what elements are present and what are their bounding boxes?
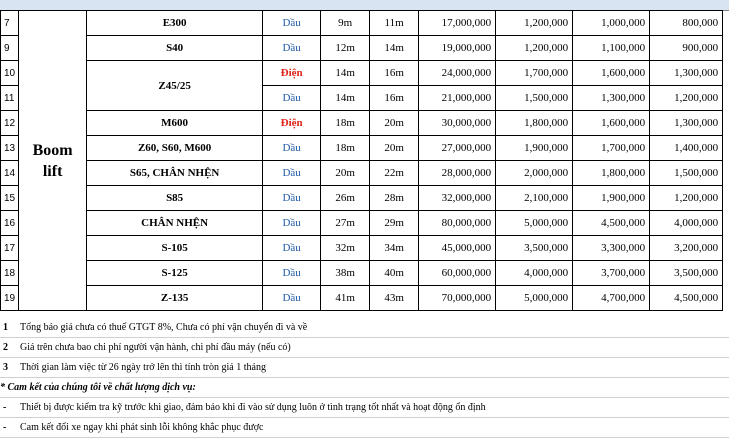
price-cell-2: 1,200,000 <box>496 36 573 61</box>
price-month-cell: 32,000,000 <box>419 186 496 211</box>
price-cell-3: 3,700,000 <box>573 261 650 286</box>
working-height-cell: 18m <box>321 136 370 161</box>
row-number: 7 <box>1 11 19 36</box>
commitment-title: * Cam kết của chúng tôi về chất lượng dịch vụ: <box>0 382 196 393</box>
working-height-cell: 32m <box>321 236 370 261</box>
fuel-cell: Dầu <box>263 261 321 286</box>
price-cell-2: 2,100,000 <box>496 186 573 211</box>
price-cell-2: 3,500,000 <box>496 236 573 261</box>
working-height-cell: 27m <box>321 211 370 236</box>
fuel-cell: Dầu <box>263 186 321 211</box>
working-height-cell: 41m <box>321 286 370 311</box>
max-height-cell: 22m <box>370 161 419 186</box>
row-number: 17 <box>1 236 19 261</box>
price-cell-3: 1,600,000 <box>573 61 650 86</box>
price-cell-2: 1,700,000 <box>496 61 573 86</box>
model-cell: CHÂN NHỆN <box>87 211 263 236</box>
price-cell-2: 4,000,000 <box>496 261 573 286</box>
fuel-cell: Dầu <box>263 211 321 236</box>
model-cell: S65, CHÂN NHỆN <box>87 161 263 186</box>
price-cell-3: 4,700,000 <box>573 286 650 311</box>
price-month-cell: 60,000,000 <box>419 261 496 286</box>
row-number: 13 <box>1 136 19 161</box>
row-number: 11 <box>1 86 19 111</box>
working-height-cell: 12m <box>321 36 370 61</box>
model-cell: S85 <box>87 186 263 211</box>
model-cell: Z-135 <box>87 286 263 311</box>
model-cell: S-105 <box>87 236 263 261</box>
price-cell-2: 1,900,000 <box>496 136 573 161</box>
price-cell-4: 800,000 <box>650 11 723 36</box>
price-table <box>0 10 723 311</box>
price-month-cell: 70,000,000 <box>419 286 496 311</box>
max-height-cell: 20m <box>370 111 419 136</box>
fuel-cell: Điện <box>263 111 321 136</box>
max-height-cell: 11m <box>370 11 419 36</box>
price-cell-2: 1,200,000 <box>496 11 573 36</box>
note-number: 3 <box>3 362 8 373</box>
notes-section <box>0 318 729 438</box>
price-month-cell: 17,000,000 <box>419 11 496 36</box>
row-number: 15 <box>1 186 19 211</box>
model-cell: E300 <box>87 11 263 36</box>
table-row <box>1 111 723 136</box>
max-height-cell: 40m <box>370 261 419 286</box>
fuel-cell: Dầu <box>263 86 321 111</box>
price-cell-3: 1,900,000 <box>573 186 650 211</box>
table-row <box>1 286 723 311</box>
price-month-cell: 24,000,000 <box>419 61 496 86</box>
table-row <box>1 161 723 186</box>
model-cell: S-125 <box>87 261 263 286</box>
working-height-cell: 18m <box>321 111 370 136</box>
model-cell: Z45/25 <box>87 61 263 111</box>
price-cell-4: 3,500,000 <box>650 261 723 286</box>
model-cell: M600 <box>87 111 263 136</box>
table-row <box>1 61 723 86</box>
price-cell-4: 1,300,000 <box>650 61 723 86</box>
price-cell-3: 1,600,000 <box>573 111 650 136</box>
max-height-cell: 14m <box>370 36 419 61</box>
note-line <box>0 358 729 378</box>
max-height-cell: 16m <box>370 86 419 111</box>
price-month-cell: 80,000,000 <box>419 211 496 236</box>
price-cell-3: 1,300,000 <box>573 86 650 111</box>
row-number: 9 <box>1 36 19 61</box>
price-cell-4: 1,300,000 <box>650 111 723 136</box>
price-cell-2: 1,500,000 <box>496 86 573 111</box>
commitment-text: Cam kết đổi xe ngay khi phát sinh lỗi không khắc phục được <box>20 422 264 433</box>
row-number: 16 <box>1 211 19 236</box>
fuel-cell: Dầu <box>263 236 321 261</box>
model-cell: S40 <box>87 36 263 61</box>
table-row <box>1 261 723 286</box>
price-cell-3: 1,700,000 <box>573 136 650 161</box>
row-number: 12 <box>1 111 19 136</box>
max-height-cell: 20m <box>370 136 419 161</box>
working-height-cell: 38m <box>321 261 370 286</box>
bullet-dash: - <box>3 422 7 433</box>
max-height-cell: 34m <box>370 236 419 261</box>
price-cell-3: 1,800,000 <box>573 161 650 186</box>
table-row <box>1 211 723 236</box>
price-cell-2: 1,800,000 <box>496 111 573 136</box>
row-number: 14 <box>1 161 19 186</box>
price-month-cell: 30,000,000 <box>419 111 496 136</box>
price-month-cell: 45,000,000 <box>419 236 496 261</box>
note-number: 1 <box>3 322 8 333</box>
price-month-cell: 19,000,000 <box>419 36 496 61</box>
note-text: Thời gian làm việc từ 26 ngày trở lên thì tính tròn giá 1 tháng <box>20 362 266 373</box>
table-row <box>1 136 723 161</box>
max-height-cell: 29m <box>370 211 419 236</box>
note-number: 2 <box>3 342 8 353</box>
price-cell-4: 4,000,000 <box>650 211 723 236</box>
working-height-cell: 9m <box>321 11 370 36</box>
price-cell-2: 5,000,000 <box>496 211 573 236</box>
price-cell-4: 1,500,000 <box>650 161 723 186</box>
row-number: 18 <box>1 261 19 286</box>
category-cell: Boom lift <box>19 11 87 311</box>
working-height-cell: 14m <box>321 86 370 111</box>
fuel-cell: Điện <box>263 61 321 86</box>
row-number: 19 <box>1 286 19 311</box>
commitment-item <box>0 398 729 418</box>
working-height-cell: 14m <box>321 61 370 86</box>
row-number: 10 <box>1 61 19 86</box>
price-month-cell: 28,000,000 <box>419 161 496 186</box>
max-height-cell: 43m <box>370 286 419 311</box>
note-line <box>0 318 729 338</box>
commitment-item <box>0 418 729 438</box>
fuel-cell: Dầu <box>263 36 321 61</box>
price-cell-3: 3,300,000 <box>573 236 650 261</box>
fuel-cell: Dầu <box>263 11 321 36</box>
price-month-cell: 27,000,000 <box>419 136 496 161</box>
table-row <box>1 236 723 261</box>
bullet-dash: - <box>3 402 7 413</box>
price-cell-4: 900,000 <box>650 36 723 61</box>
table-row <box>1 36 723 61</box>
price-cell-3: 1,100,000 <box>573 36 650 61</box>
price-cell-4: 4,500,000 <box>650 286 723 311</box>
max-height-cell: 28m <box>370 186 419 211</box>
table-row <box>1 11 723 36</box>
commitment-heading <box>0 378 729 398</box>
fuel-cell: Dầu <box>263 286 321 311</box>
price-cell-4: 3,200,000 <box>650 236 723 261</box>
price-cell-4: 1,200,000 <box>650 186 723 211</box>
working-height-cell: 20m <box>321 161 370 186</box>
price-cell-3: 1,000,000 <box>573 11 650 36</box>
note-line <box>0 338 729 358</box>
price-cell-3: 4,500,000 <box>573 211 650 236</box>
working-height-cell: 26m <box>321 186 370 211</box>
max-height-cell: 16m <box>370 61 419 86</box>
fuel-cell: Dầu <box>263 161 321 186</box>
price-cell-4: 1,200,000 <box>650 86 723 111</box>
note-text: Giá trên chưa bao chi phí người vận hành, chi phí đầu máy (nếu có) <box>20 342 291 353</box>
price-month-cell: 21,000,000 <box>419 86 496 111</box>
price-cell-2: 5,000,000 <box>496 286 573 311</box>
model-cell: Z60, S60, M600 <box>87 136 263 161</box>
commitment-text: Thiết bị được kiểm tra kỹ trước khi giao, đảm bảo khi đi vào sử dụng luôn ở tình trạng tốt nhất và hoạt động ổn định <box>20 402 486 413</box>
price-cell-2: 2,000,000 <box>496 161 573 186</box>
price-cell-4: 1,400,000 <box>650 136 723 161</box>
fuel-cell: Dầu <box>263 136 321 161</box>
note-text: Tổng báo giá chưa có thuế GTGT 8%, Chưa có phí vận chuyển đi và về <box>20 322 308 333</box>
table-row <box>1 186 723 211</box>
